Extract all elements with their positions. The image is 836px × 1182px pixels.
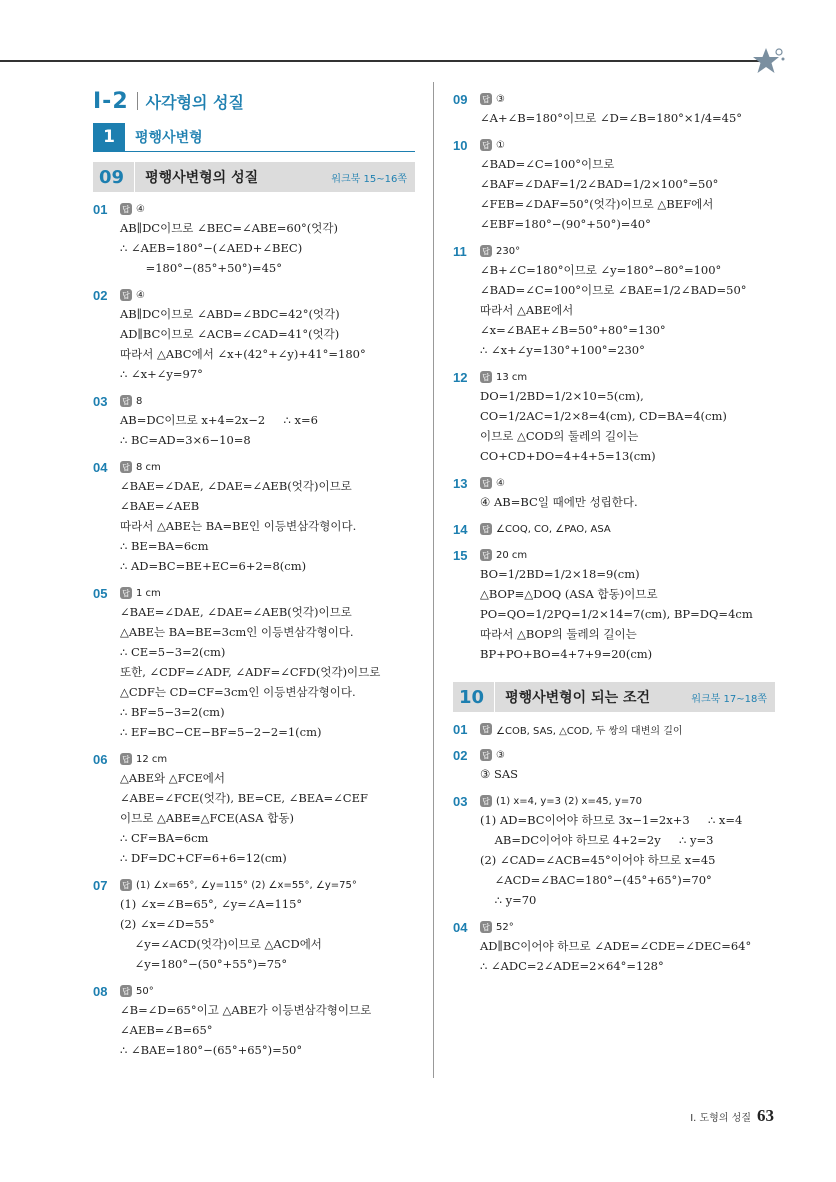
problem-header	[93, 982, 415, 1000]
section-number: 1	[93, 123, 125, 151]
solution-line: ∠AEB=∠B=65°	[120, 1023, 213, 1037]
solution-line: ③ SAS	[480, 767, 519, 781]
star-icon	[752, 46, 786, 76]
solution-line: (1) ∠x=∠B=65°, ∠y=∠A=115°	[120, 897, 303, 911]
workbook-reference: 워크북 17~18쪽	[691, 693, 767, 705]
problem-header	[453, 720, 775, 738]
problem-item	[453, 90, 775, 128]
problem-item	[93, 286, 415, 384]
chapter-separator	[137, 92, 138, 110]
solution-line: ∠A+∠B=180°이므로 ∠D=∠B=180°×1/4=45°	[480, 111, 743, 125]
workbook-reference: 워크북 15~16쪽	[331, 173, 407, 185]
problem-answer: ④	[496, 477, 505, 489]
problem-answer: ④	[136, 289, 145, 301]
solution-line: PO=QO=1/2PQ=1/2×14=7(cm), BP=DQ=4cm	[480, 607, 753, 621]
solution-line: 따라서 △ABE는 BA=BE인 이등변삼각형이다.	[120, 519, 357, 533]
left-column	[93, 82, 415, 1060]
problem-header	[453, 546, 775, 564]
problem-number: 14	[453, 521, 468, 537]
answer-badge-icon: 답	[480, 795, 492, 807]
problem-header	[93, 584, 415, 602]
problem-item	[93, 982, 415, 1060]
solution-line: ∠y=180°−(50°+55°)=75°	[120, 957, 288, 971]
solution-line: ∠EBF=180°−(90°+50°)=40°	[480, 217, 651, 231]
problem-answer: 8	[136, 395, 143, 407]
problem-answer: 13 cm	[496, 371, 528, 383]
problem-header	[453, 918, 775, 936]
problem-number: 01	[453, 721, 468, 737]
problem-number: 09	[453, 91, 468, 107]
problem-number: 13	[453, 475, 468, 491]
solution-line: ∠B=∠D=65°이고 △ABE가 이등변삼각형이므로	[120, 1003, 372, 1017]
problem-answer: (1) x=4, y=3 (2) x=45, y=70	[496, 795, 642, 807]
solution-line: (2) ∠CAD=∠ACB=45°이어야 하므로 x=45	[480, 853, 716, 867]
problem-answer: 20 cm	[496, 549, 528, 561]
problem-number: 03	[93, 393, 108, 409]
problem-answer: 230°	[496, 245, 521, 257]
problem-item	[93, 200, 415, 278]
answer-badge-icon: 답	[120, 289, 132, 301]
solution-line: AB=DC이므로 x+4=2x−2 ∴ x=6	[120, 413, 318, 427]
problem-header	[93, 200, 415, 218]
problem-header	[453, 520, 775, 538]
problem-list-right-bottom	[453, 720, 775, 976]
solution-line: ∠BAE=∠AEB	[120, 499, 200, 513]
problem-number: 15	[453, 547, 468, 563]
answer-badge-icon: 답	[120, 203, 132, 215]
solution-line: (1) AD=BC이어야 하므로 3x−1=2x+3 ∴ x=4	[480, 813, 743, 827]
problem-answer: ①	[496, 139, 505, 151]
solution-line: ∠y=∠ACD(엇각)이므로 △ACD에서	[120, 937, 322, 951]
topic-header-09	[93, 162, 415, 192]
solution-line: ∴ ∠x+∠y=130°+100°=230°	[480, 343, 645, 357]
answer-badge-icon: 답	[480, 523, 492, 535]
problem-header	[453, 90, 775, 108]
solution-line: ∠BAF=∠DAF=1/2∠BAD=1/2×100°=50°	[480, 177, 719, 191]
problem-item	[453, 368, 775, 466]
solution-line: 따라서 △ABC에서 ∠x+(42°+∠y)+41°=180°	[120, 347, 366, 361]
problem-item	[453, 918, 775, 976]
solution-line: (2) ∠x=∠D=55°	[120, 917, 215, 931]
section-header	[93, 122, 415, 152]
problem-header	[453, 746, 775, 764]
solution-line: CO=1/2AC=1/2×8=4(cm), CD=BA=4(cm)	[480, 409, 727, 423]
solution-line: ∴ ∠ADC=2∠ADE=2×64°=128°	[480, 959, 664, 973]
solution-line: AB=DC이어야 하므로 4+2=2y ∴ y=3	[480, 833, 714, 847]
problem-header	[453, 242, 775, 260]
chapter-number: I-2	[93, 88, 129, 114]
problem-item	[93, 876, 415, 974]
solution-line: 이므로 △ABE≡△FCE(ASA 합동)	[120, 811, 294, 825]
solution-line: ∴ EF=BC−CE−BF=5−2−2=1(cm)	[120, 725, 322, 739]
answer-badge-icon: 답	[120, 395, 132, 407]
solution-line: 이므로 △COD의 둘레의 길이는	[480, 429, 639, 443]
column-divider	[433, 82, 434, 1078]
answer-badge-icon: 답	[480, 477, 492, 489]
solution-line: △BOP≡△DOQ (ASA 합동)이므로	[480, 587, 658, 601]
problem-header	[453, 368, 775, 386]
problem-header	[93, 876, 415, 894]
problem-answer: 12 cm	[136, 753, 168, 765]
topic-title: 평행사변형의 성질	[145, 170, 259, 186]
problem-item	[453, 242, 775, 360]
answer-badge-icon: 답	[120, 879, 132, 891]
problem-number: 12	[453, 369, 468, 385]
chapter-title: 사각형의 성질	[145, 92, 244, 112]
problem-header	[93, 392, 415, 410]
solution-line: ④ AB=BC일 때에만 성립한다.	[480, 495, 638, 509]
solution-line: AB∥DC이므로 ∠BEC=∠ABE=60°(엇각)	[120, 221, 338, 235]
solution-line: ∠BAD=∠C=100°이므로	[480, 157, 615, 171]
page-number: 63	[757, 1106, 774, 1125]
answer-badge-icon: 답	[480, 139, 492, 151]
problem-number: 06	[93, 751, 108, 767]
solution-line: ∠BAE=∠DAE, ∠DAE=∠AEB(엇각)이므로	[120, 479, 352, 493]
answer-badge-icon: 답	[120, 461, 132, 473]
top-rule	[0, 60, 770, 62]
solution-line: ∠BAD=∠C=100°이므로 ∠BAE=1/2∠BAD=50°	[480, 283, 747, 297]
right-column	[453, 82, 775, 976]
problem-number: 08	[93, 983, 108, 999]
answer-badge-icon: 답	[480, 723, 492, 735]
solution-line: AB∥DC이므로 ∠ABD=∠BDC=42°(엇각)	[120, 307, 340, 321]
problem-item	[453, 546, 775, 664]
problem-header	[93, 458, 415, 476]
topic-title: 평행사변형이 되는 조건	[505, 690, 651, 706]
solution-line: △CDF는 CD=CF=3cm인 이등변삼각형이다.	[120, 685, 356, 699]
problem-item	[93, 458, 415, 576]
problem-number: 02	[93, 287, 108, 303]
solution-line: AD∥BC이므로 ∠ACB=∠CAD=41°(엇각)	[120, 327, 340, 341]
problem-answer: (1) ∠x=65°, ∠y=115° (2) ∠x=55°, ∠y=75°	[136, 879, 357, 891]
solution-line: 따라서 △ABE에서	[480, 303, 574, 317]
answer-badge-icon: 답	[480, 93, 492, 105]
footer-chapter: I. 도형의 성질	[690, 1113, 751, 1124]
problem-item	[453, 474, 775, 512]
solution-line: △ABE와 △FCE에서	[120, 771, 225, 785]
problem-item	[453, 792, 775, 910]
answer-badge-icon: 답	[480, 371, 492, 383]
solution-line: △ABE는 BA=BE=3cm인 이등변삼각형이다.	[120, 625, 354, 639]
solution-line: ∠ABE=∠FCE(엇각), BE=CE, ∠BEA=∠CEF	[120, 791, 368, 805]
solution-line: 따라서 △BOP의 둘레의 길이는	[480, 627, 637, 641]
problem-number: 04	[93, 459, 108, 475]
solution-line: ∠BAE=∠DAE, ∠DAE=∠AEB(엇각)이므로	[120, 605, 352, 619]
problem-list-left	[93, 200, 415, 1060]
solution-line: ∴ CF=BA=6cm	[120, 831, 209, 845]
chapter-header	[93, 86, 415, 116]
problem-item	[453, 520, 775, 538]
solution-line: CO+CD+DO=4+4+5=13(cm)	[480, 449, 656, 463]
solution-line: =180°−(85°+50°)=45°	[120, 261, 282, 275]
solution-line: ∴ y=70	[480, 893, 537, 907]
problem-number: 11	[453, 243, 467, 259]
solution-line: ∴ CE=5−3=2(cm)	[120, 645, 226, 659]
problem-header	[453, 136, 775, 154]
problem-answer: ④	[136, 203, 145, 215]
problem-item	[93, 584, 415, 742]
problem-answer: 8 cm	[136, 461, 161, 473]
solution-line: ∴ DF=DC+CF=6+6=12(cm)	[120, 851, 287, 865]
problem-number: 01	[93, 201, 108, 217]
problem-number: 05	[93, 585, 108, 601]
solution-line: BO=1/2BD=1/2×18=9(cm)	[480, 567, 640, 581]
problem-number: 07	[93, 877, 108, 893]
problem-number: 04	[453, 919, 468, 935]
problem-number: 02	[453, 747, 468, 763]
problem-number: 03	[453, 793, 468, 809]
problem-item	[453, 136, 775, 234]
page-footer	[690, 1106, 774, 1126]
problem-header	[93, 750, 415, 768]
problem-answer: ∠COB, SAS, △COD, 두 쌍의 대변의 길이	[496, 725, 683, 737]
problem-number: 10	[453, 137, 468, 153]
solution-line: ∴ ∠AEB=180°−(∠AED+∠BEC)	[120, 241, 303, 255]
problem-item	[93, 392, 415, 450]
topic-number: 09	[93, 162, 135, 192]
solution-line: ∠B+∠C=180°이므로 ∠y=180°−80°=100°	[480, 263, 722, 277]
problem-header	[453, 792, 775, 810]
problem-answer: ③	[496, 749, 505, 761]
solution-line: ∴ AD=BC=BE+EC=6+2=8(cm)	[120, 559, 307, 573]
answer-badge-icon: 답	[120, 587, 132, 599]
answer-badge-icon: 답	[480, 749, 492, 761]
section-title: 평행사변형	[135, 129, 203, 146]
problem-list-right-top	[453, 90, 775, 664]
problem-header	[453, 474, 775, 492]
problem-answer: ∠COQ, CO, ∠PAO, ASA	[496, 523, 611, 535]
solution-line: ∴ ∠BAE=180°−(65°+65°)=50°	[120, 1043, 303, 1057]
problem-answer: ③	[496, 93, 505, 105]
solution-line: ∠x=∠BAE+∠B=50°+80°=130°	[480, 323, 666, 337]
solution-line: ∠ACD=∠BAC=180°−(45°+65°)=70°	[480, 873, 712, 887]
topic-header-10	[453, 682, 775, 712]
answer-badge-icon: 답	[480, 245, 492, 257]
solution-line: DO=1/2BD=1/2×10=5(cm),	[480, 389, 644, 403]
solution-line: 또한, ∠CDF=∠ADF, ∠ADF=∠CFD(엇각)이므로	[120, 665, 381, 679]
problem-item	[453, 746, 775, 784]
problem-answer: 52°	[496, 921, 514, 933]
topic-number: 10	[453, 682, 495, 712]
problem-item	[93, 750, 415, 868]
problem-header	[93, 286, 415, 304]
problem-answer: 1 cm	[136, 587, 161, 599]
solution-line: ∴ BF=5−3=2(cm)	[120, 705, 225, 719]
solution-line: AD∥BC이어야 하므로 ∠ADE=∠CDE=∠DEC=64°	[480, 939, 752, 953]
problem-answer: 50°	[136, 985, 154, 997]
answer-badge-icon: 답	[480, 921, 492, 933]
answer-badge-icon: 답	[120, 985, 132, 997]
problem-item	[453, 720, 775, 738]
solution-line: ∴ BC=AD=3×6−10=8	[120, 433, 251, 447]
solution-line: ∴ ∠x+∠y=97°	[120, 367, 203, 381]
solution-line: ∴ BE=BA=6cm	[120, 539, 209, 553]
solution-line: ∠FEB=∠DAF=50°(엇각)이므로 △BEF에서	[480, 197, 714, 211]
answer-badge-icon: 답	[480, 549, 492, 561]
answer-badge-icon: 답	[120, 753, 132, 765]
solution-line: BP+PO+BO=4+7+9=20(cm)	[480, 647, 653, 661]
